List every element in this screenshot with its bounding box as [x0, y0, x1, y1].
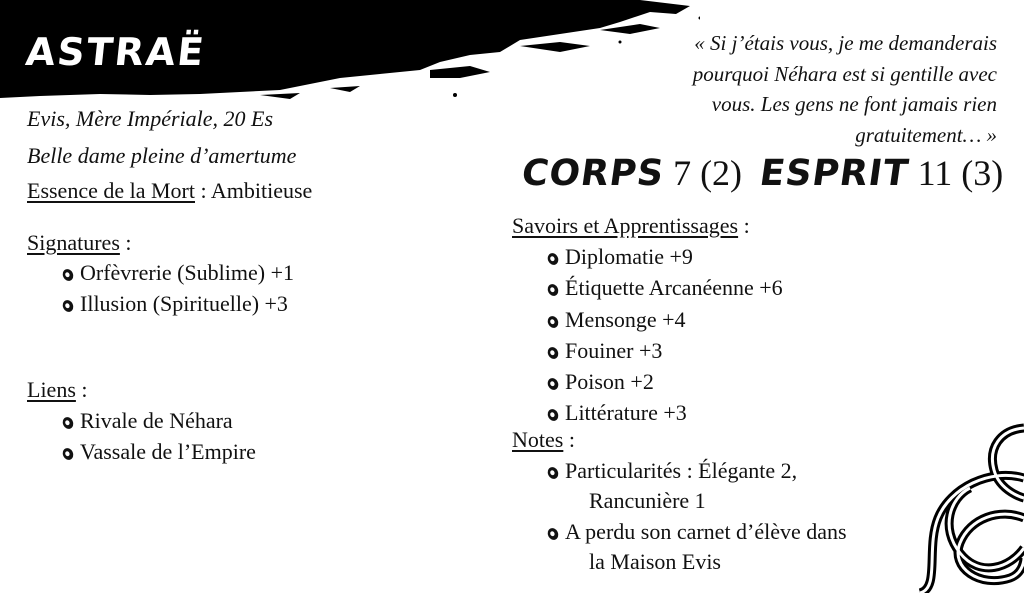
bullet-icon: [61, 267, 75, 282]
list-item: Particularités : Élégante 2,: [547, 458, 797, 484]
list-item: Orfèvrerie (Sublime) +1: [62, 260, 294, 286]
esprit-value: 11 (3): [908, 153, 1004, 193]
signatures-label: Signatures: [27, 230, 120, 255]
notes-label: Notes: [512, 427, 564, 452]
list-item: Vassale de l’Empire: [62, 439, 256, 465]
bullet-icon: [546, 376, 560, 391]
list-item: Illusion (Spirituelle) +3: [62, 291, 288, 317]
bullet-icon: [61, 446, 75, 461]
bullet-icon: [546, 526, 560, 541]
identity-line-1: Evis, Mère Impériale, 20 Es: [27, 106, 274, 131]
bullet-icon: [546, 407, 560, 422]
list-item: A perdu son carnet d’élève dans: [547, 519, 847, 545]
stat-esprit: [757, 152, 1004, 194]
bullet-icon: [546, 251, 560, 266]
savoirs-label: Savoirs et Apprentissages: [512, 213, 739, 238]
savoirs-heading: Savoirs et Apprentissages :: [512, 213, 750, 238]
notes-heading: Notes :: [512, 427, 575, 452]
list-item-continuation: la Maison Evis: [589, 549, 721, 574]
identity-line-2: Belle dame pleine d’amertume: [27, 143, 297, 168]
list-item: Étiquette Arcanéenne +6: [547, 275, 783, 301]
bullet-icon: [546, 465, 560, 480]
character-name: ASTRAË: [23, 30, 208, 74]
character-quote: « Si j’étais vous, je me demanderais pourquoi Néhara est si gentille avec vous. Les gens ne font jamais rien gratuitement… »: [692, 31, 997, 147]
list-item: Poison +2: [547, 369, 654, 395]
liens-heading: Liens :: [27, 377, 88, 402]
bullet-icon: [61, 298, 75, 313]
list-item: Littérature +3: [547, 400, 687, 426]
bullet-icon: [546, 345, 560, 360]
esprit-label: ESPRIT: [757, 153, 912, 194]
list-item: Mensonge +4: [547, 307, 686, 333]
corps-label: CORPS: [519, 153, 667, 194]
liens-label: Liens: [27, 377, 76, 402]
bullet-icon: [546, 282, 560, 297]
signatures-heading: Signatures :: [27, 230, 132, 255]
list-item: Diplomatie +9: [547, 244, 693, 270]
bullet-icon: [61, 415, 75, 430]
essence-label: Essence de la Mort: [27, 178, 195, 203]
essence-value: : Ambitieuse: [195, 178, 313, 203]
corps-value: 7 (2): [664, 153, 743, 193]
list-item: Rivale de Néhara: [62, 408, 233, 434]
stat-corps: [519, 152, 743, 194]
bullet-icon: [546, 314, 560, 329]
celtic-knot-icon: [910, 418, 1024, 593]
list-item: Fouiner +3: [547, 338, 662, 364]
list-item-continuation: Rancunière 1: [589, 488, 706, 513]
essence-line: [27, 178, 312, 204]
